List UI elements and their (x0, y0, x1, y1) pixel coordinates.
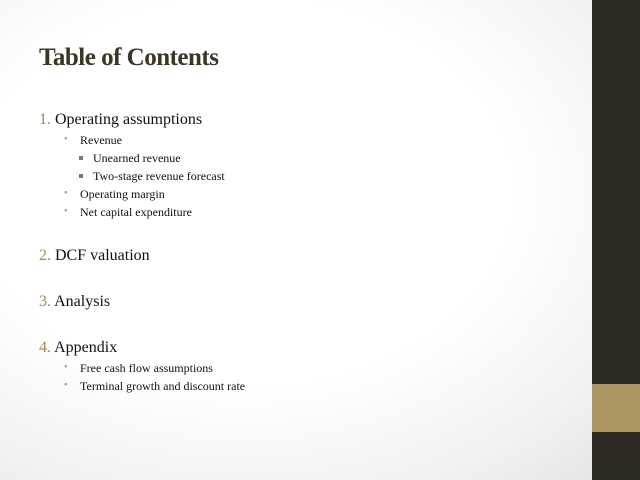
subitem-unearned-revenue: Unearned revenue (93, 151, 181, 165)
toc-section-3 (39, 293, 110, 311)
item-terminal-growth: • Terminal growth and discount rate (80, 379, 245, 393)
section-label: Operating assumptions (55, 111, 203, 128)
section-number: 4. (39, 339, 51, 356)
slide-title: Table of Contents (39, 44, 219, 71)
item-revenue: • Revenue (80, 133, 122, 147)
sidebar-accent-block (592, 384, 640, 432)
item-free-cash-flow: • Free cash flow assumptions (80, 361, 213, 375)
toc-section-4 (39, 339, 117, 357)
section-number: 3. (39, 293, 51, 310)
subitem-two-stage-forecast: Two-stage revenue forecast (93, 169, 225, 183)
toc-section-2 (39, 247, 150, 265)
item-operating-margin: • Operating margin (80, 187, 165, 201)
toc-section-1 (39, 111, 202, 129)
section-label: Analysis (54, 293, 111, 310)
section-label: DCF valuation (55, 247, 150, 264)
section-number: 2. (39, 247, 51, 264)
section-number: 1. (39, 111, 51, 128)
section-label: Appendix (54, 339, 118, 356)
item-net-capex: • Net capital expenditure (80, 205, 192, 219)
